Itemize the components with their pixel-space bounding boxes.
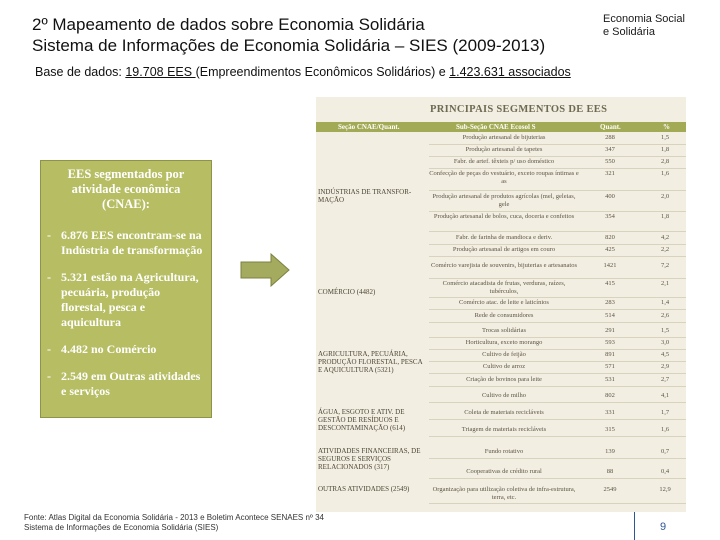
table-row xyxy=(429,234,686,245)
cell-sub: Comércio atacadista de frutas, verduras, raízes, tubérculos, xyxy=(442,280,566,295)
cell-quant: 347 xyxy=(605,146,615,153)
header-quant: Quant. xyxy=(600,123,621,131)
table-row xyxy=(429,486,686,504)
table-row xyxy=(429,280,686,298)
cell-sub: Cultivo de feijão xyxy=(482,351,526,358)
cell-sub: Horticultura, exceto morango xyxy=(465,339,543,346)
cell-sub: Cooperativas de crédito rural xyxy=(466,468,542,475)
subtitle-associates: 1.423.631 associados xyxy=(449,65,571,79)
cell-sub: Triagem de materiais recicláveis xyxy=(461,426,547,433)
panel-item: - 4.482 no Comércio xyxy=(41,342,211,357)
cell-pct: 1,8 xyxy=(660,146,670,153)
table-row xyxy=(429,351,686,362)
title-line-1: 2º Mapeamento de dados sobre Economia Solidária xyxy=(32,15,425,34)
cell-sub: Criação de bovinos para leite xyxy=(466,376,542,383)
cell-sub: Coleta de materiais recicláveis xyxy=(464,409,544,416)
table-row xyxy=(429,170,686,191)
logo-line-1: Economia Social xyxy=(603,13,685,25)
cell-quant: 400 xyxy=(605,193,615,200)
table-row xyxy=(429,246,686,257)
cell-sub: Cultivo de milho xyxy=(481,392,527,399)
summary-panel xyxy=(40,160,212,418)
source-footer xyxy=(24,513,324,533)
cell-pct: 1,7 xyxy=(660,409,670,416)
cell-quant: 593 xyxy=(605,339,615,346)
cell-quant: 571 xyxy=(605,363,615,370)
cell-pct: 0,7 xyxy=(660,448,670,455)
cell-quant: 1421 xyxy=(603,262,617,269)
cell-sub: Fundo rotativo xyxy=(484,448,524,455)
cell-sub: Produção artesanal de bolos, cuca, doceria e confeitos xyxy=(433,213,575,220)
cell-quant: 891 xyxy=(605,351,615,358)
cell-quant: 531 xyxy=(605,376,615,383)
table-header xyxy=(316,122,686,132)
cell-quant: 321 xyxy=(605,170,615,177)
cell-sub: Produção artesanal de bijuterias xyxy=(462,134,546,141)
page-number: 9 xyxy=(660,521,667,533)
cell-pct: 2,9 xyxy=(660,363,670,370)
subtitle-prefix: Base de dados: xyxy=(35,65,126,79)
cell-quant: 354 xyxy=(605,213,615,220)
panel-item: - 2.549 em Outras atividades e serviços xyxy=(41,369,211,399)
table-row xyxy=(429,312,686,323)
cell-sub: Comércio varejista de souvenirs, bijuterias e artesanatos xyxy=(430,262,578,269)
database-summary xyxy=(35,64,571,80)
cell-quant: 288 xyxy=(605,134,615,141)
table-row xyxy=(429,262,686,279)
logo-line-2: e Solidária xyxy=(603,26,655,38)
cell-pct: 4,5 xyxy=(660,351,670,358)
cell-sub: Rede de consumidores xyxy=(474,312,534,319)
section-label: INDÚSTRIAS DE TRANSFOR- MAÇÃO xyxy=(318,188,412,204)
cell-pct: 2,6 xyxy=(660,312,670,319)
footer-line-2: Sistema de Informações de Economia Solidária (SIES) xyxy=(24,523,219,532)
cell-pct: 1,5 xyxy=(660,134,670,141)
table-row xyxy=(429,468,686,479)
cell-pct: 2,2 xyxy=(660,246,670,253)
cell-sub: Fabr. de farinha de mandioca e deriv. xyxy=(455,234,553,241)
cell-pct: 1,6 xyxy=(660,170,670,177)
cell-pct: 1,8 xyxy=(660,213,670,220)
panel-item: - 6.876 EES encontram-se na Indústria de transformação xyxy=(41,228,211,258)
cell-quant: 820 xyxy=(605,234,615,241)
cell-pct: 1,6 xyxy=(660,426,670,433)
cell-quant: 415 xyxy=(605,280,615,287)
cell-sub: Comércio atac. de leite e laticínios xyxy=(459,299,549,306)
cell-sub: Organização para utilização coletiva de infra-estrutura, terra, etc. xyxy=(432,486,576,501)
table-row xyxy=(429,193,686,212)
cell-quant: 425 xyxy=(605,246,615,253)
cell-sub: Produção artesanal de tapetes xyxy=(465,146,543,153)
cell-quant: 331 xyxy=(605,409,615,416)
cell-quant: 2549 xyxy=(603,486,617,493)
cell-pct: 2,0 xyxy=(660,193,670,200)
title-line-2: Sistema de Informações de Economia Solidária – SIES (2009-2013) xyxy=(32,36,546,55)
header-pct: % xyxy=(663,123,670,131)
cell-pct: 3,0 xyxy=(660,339,670,346)
table-row xyxy=(429,448,686,459)
footer-line-1: Fonte: Atlas Digital da Economia Solidária - 2013 e Boletim Acontece SENAES nº 34 xyxy=(24,513,324,522)
panel-item: - 5.321 estão na Agricultura, pecuária, produção florestal, pesca e aquicultura xyxy=(41,270,211,330)
table-row xyxy=(429,339,686,350)
header-subsection: Sub-Seção CNAE Ecosol S xyxy=(456,123,536,131)
cell-quant: 283 xyxy=(605,299,615,306)
panel-heading: EES segmentados por atividade econômica (CNAE): xyxy=(67,167,185,211)
table-row xyxy=(429,327,686,338)
table-row xyxy=(429,158,686,169)
table-row xyxy=(429,426,686,437)
cell-pct: 4,2 xyxy=(660,234,670,241)
table-row xyxy=(429,213,686,232)
section-label: ATIVIDADES FINANCEIRAS, DE SEGUROS E SERVIÇOS RELACIONADOS (317) xyxy=(318,447,421,471)
cell-quant: 514 xyxy=(605,312,615,319)
table-title: PRINCIPAIS SEGMENTOS DE EES xyxy=(430,104,608,115)
table-row xyxy=(429,134,686,145)
cell-pct: 2,1 xyxy=(660,280,670,287)
cell-sub: Confecção de peças do vestuário, exceto roupas íntimas e as xyxy=(429,170,579,185)
table-row xyxy=(429,376,686,387)
section-label: ÁGUA, ESGOTO E ATIV. DE GESTÃO DE RESÍDUOS E DESCONTAMINAÇÃO (614) xyxy=(318,408,406,432)
cell-sub: Trocas solidárias xyxy=(482,327,526,334)
page-divider xyxy=(634,512,635,540)
cell-sub: Cultivo de arroz xyxy=(482,363,526,370)
cell-quant: 802 xyxy=(605,392,615,399)
cell-quant: 315 xyxy=(605,426,615,433)
cell-sub: Produção artesanal de produtos agrícolas (mel, geleias, gele xyxy=(432,193,576,208)
cell-pct: 1,4 xyxy=(660,299,670,306)
subtitle-ees: 19.708 EES xyxy=(125,65,196,79)
table-row xyxy=(429,392,686,403)
section-label: OUTRAS ATIVIDADES (2549) xyxy=(318,485,410,493)
table-row xyxy=(429,146,686,157)
table-row xyxy=(429,299,686,310)
cell-pct: 12,9 xyxy=(659,486,671,493)
header-section: Seção CNAE/Quant. xyxy=(338,123,400,131)
table-row xyxy=(429,363,686,374)
cell-quant: 550 xyxy=(605,158,615,165)
logo-text xyxy=(603,13,685,39)
cell-pct: 7,2 xyxy=(660,262,670,269)
arrow-right-icon xyxy=(240,253,290,287)
section-label: COMÉRCIO (4482) xyxy=(318,288,376,296)
cell-pct: 2,7 xyxy=(660,376,670,383)
cell-sub: Produção artesanal de artigos em couro xyxy=(452,246,556,253)
cell-quant: 88 xyxy=(606,468,614,475)
cell-pct: 1,5 xyxy=(660,327,670,334)
table-row xyxy=(429,409,686,420)
cell-quant: 291 xyxy=(605,327,615,334)
cell-sub: Fabr. de artef. têxteis p/ uso doméstico xyxy=(453,158,555,165)
cell-pct: 2,8 xyxy=(660,158,670,165)
cell-quant: 139 xyxy=(605,448,615,455)
slide-title xyxy=(32,14,545,56)
section-label: AGRICULTURA, PECUÁRIA, PRODUÇÃO FLORESTAL, PESCA E AQUICULTURA (5321) xyxy=(318,350,423,374)
cell-pct: 4,1 xyxy=(660,392,670,399)
subtitle-middle: (Empreendimentos Econômicos Solidários) e xyxy=(195,65,450,79)
cell-pct: 0,4 xyxy=(660,468,670,475)
